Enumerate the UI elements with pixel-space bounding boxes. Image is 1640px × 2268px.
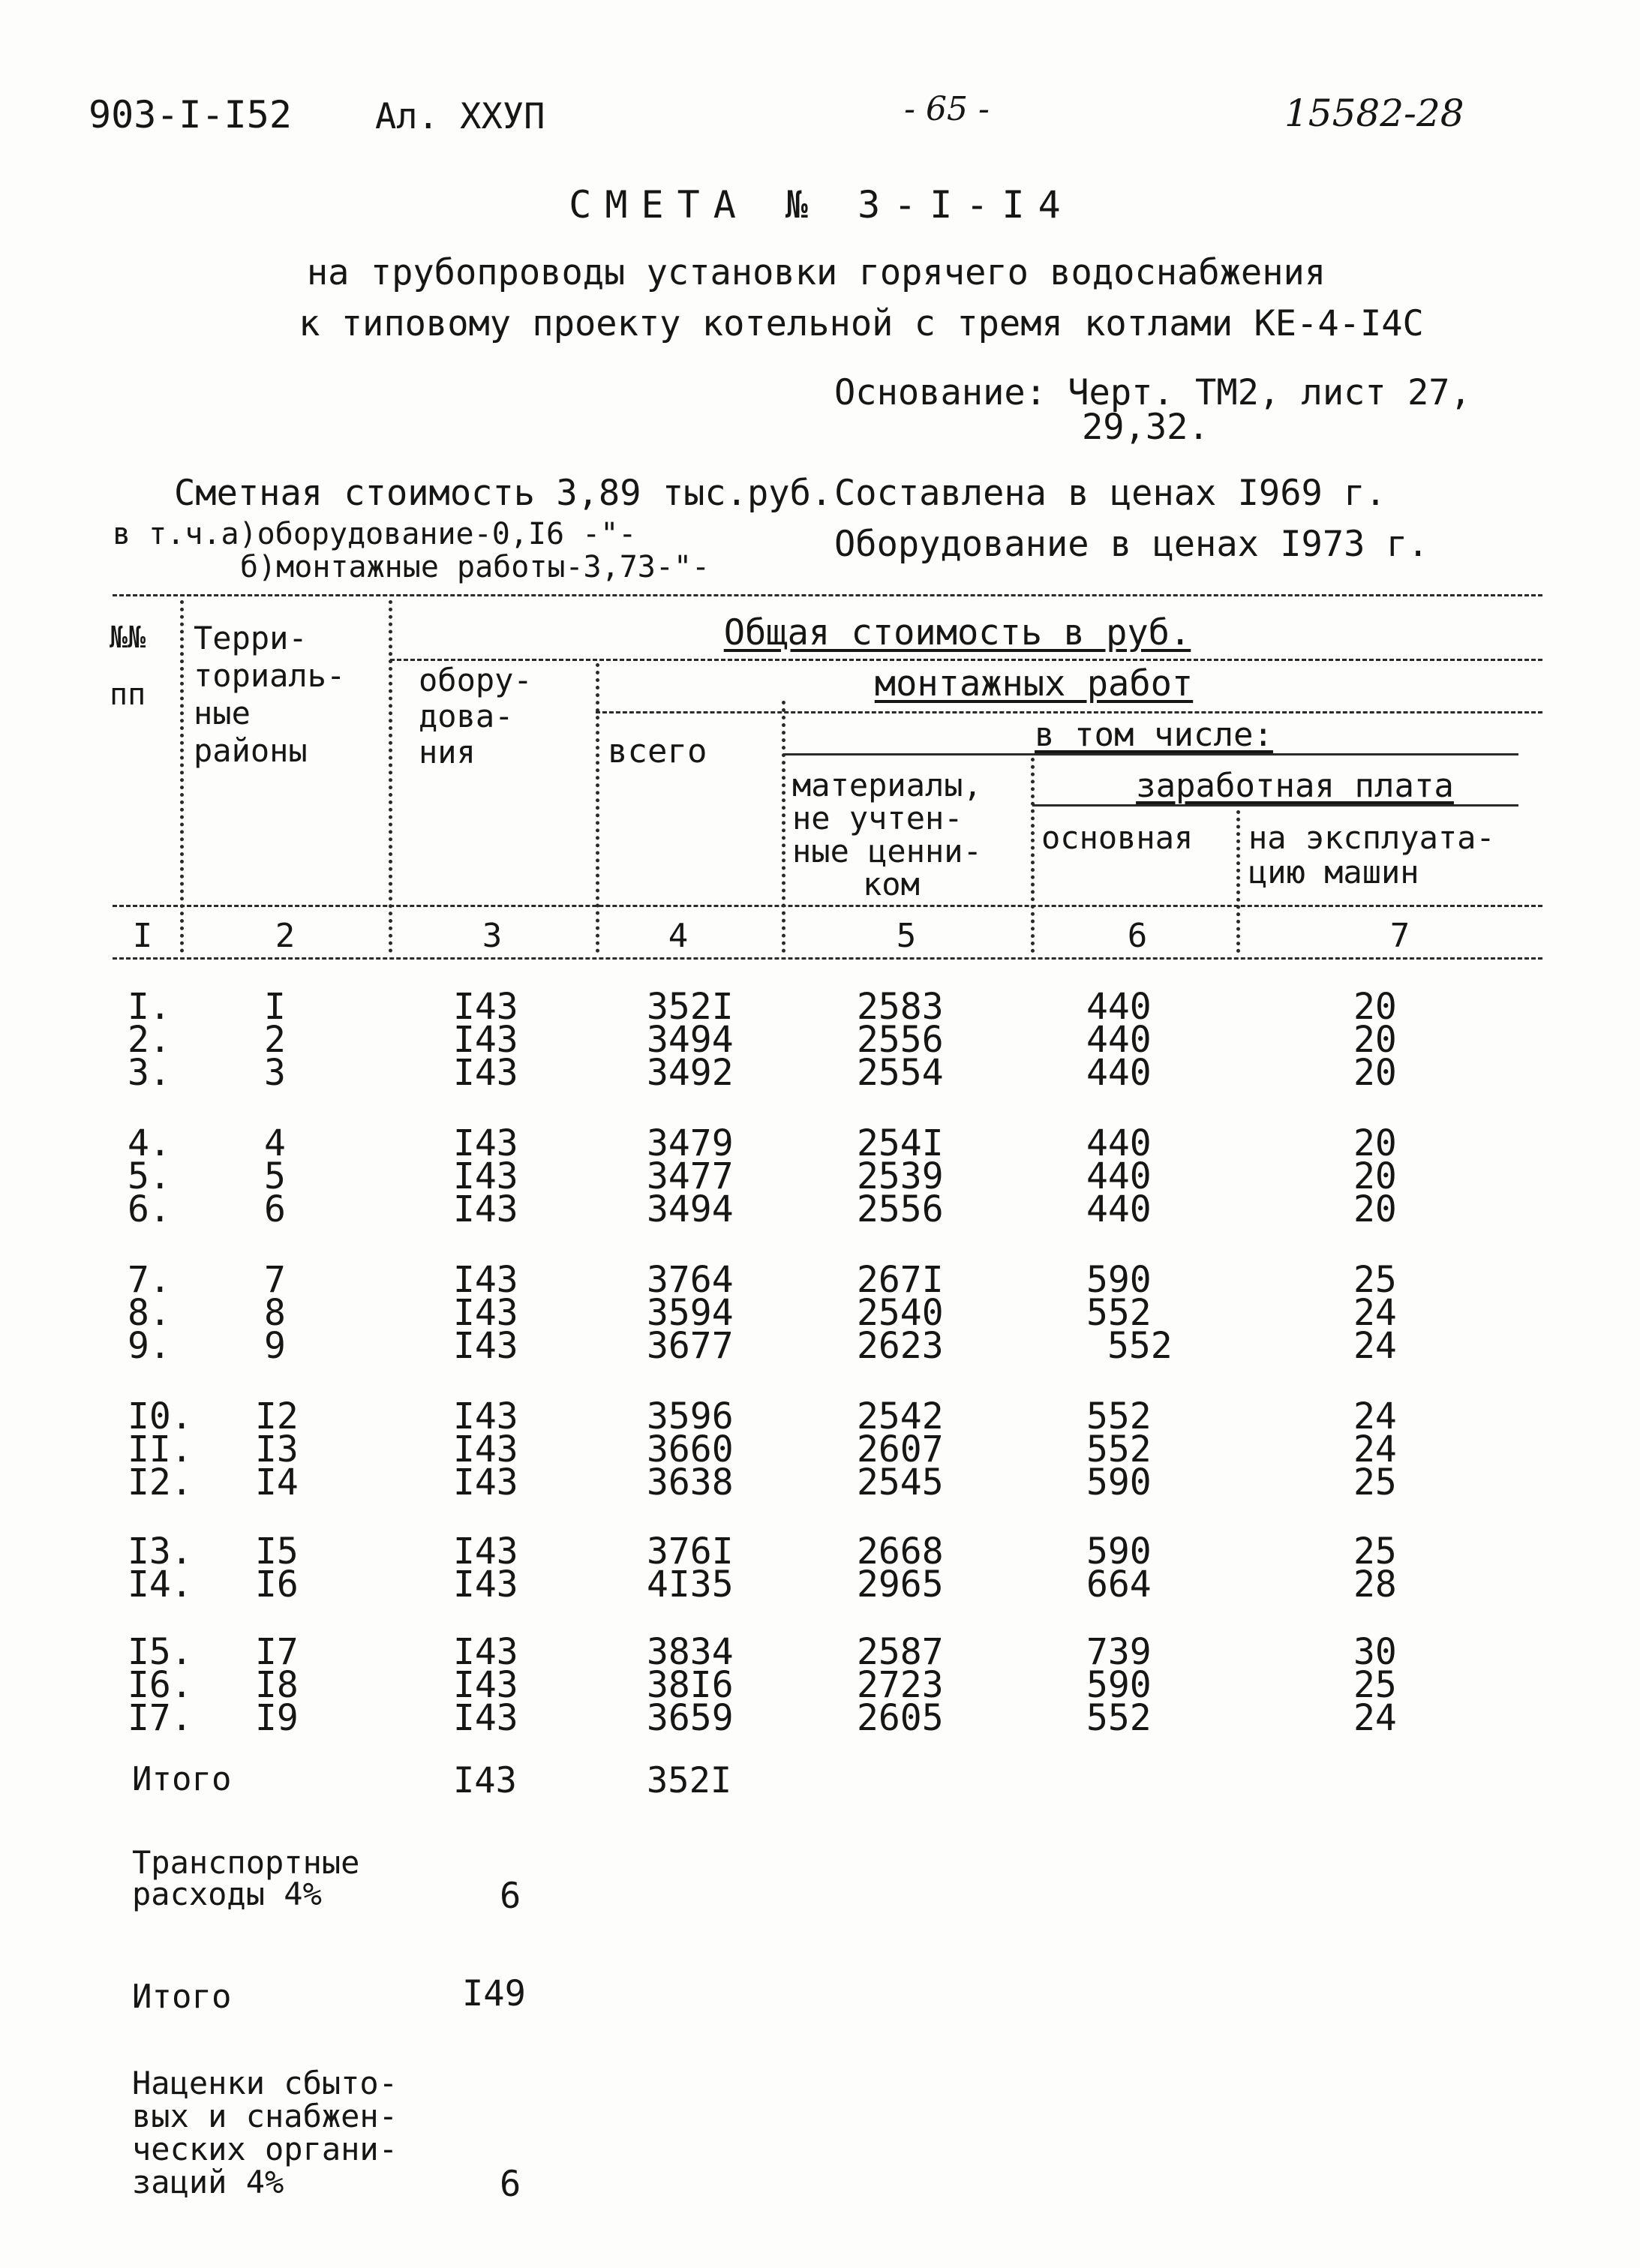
- wages-basic: 664: [1086, 1564, 1152, 1606]
- equipment-cost: I43: [453, 1395, 518, 1437]
- wages-basic: 440: [1086, 1155, 1152, 1197]
- col2-header-4: районы: [194, 732, 308, 769]
- divider-2: [389, 600, 392, 953]
- materials: 2540: [857, 1292, 944, 1334]
- row-number: I3.: [128, 1531, 193, 1573]
- colnum-4: 4: [668, 917, 689, 955]
- works-total: 3479: [647, 1122, 734, 1164]
- row-number: 6.: [128, 1188, 171, 1230]
- territorial-region: I3: [255, 1428, 299, 1470]
- col5-header-4: ком: [863, 866, 920, 903]
- machine-operation: 20: [1353, 1155, 1397, 1197]
- album-number: Ал. ХХУП: [375, 96, 545, 137]
- materials: 2545: [857, 1461, 944, 1503]
- equipment-cost: I43: [453, 1155, 518, 1197]
- territorial-region: I2: [255, 1395, 299, 1437]
- territorial-region: 7: [264, 1259, 286, 1301]
- materials: 2554: [857, 1052, 944, 1094]
- equipment-cost: I43: [453, 1259, 518, 1301]
- materials: 2583: [857, 986, 944, 1028]
- row-number: I5.: [128, 1631, 193, 1673]
- title-line-1: на трубопроводы установки горячего водоснабжения: [306, 252, 1326, 293]
- markup-label-4: заций 4%: [132, 2164, 284, 2200]
- wages-basic: 440: [1086, 1188, 1152, 1230]
- machine-operation: 20: [1353, 1052, 1397, 1094]
- territorial-region: 3: [264, 1052, 286, 1094]
- table-top-rule: [113, 594, 1542, 596]
- basis-line-2: 29,32.: [1082, 407, 1209, 448]
- archive-number: 15582-28: [1284, 92, 1464, 135]
- machine-operation: 24: [1353, 1697, 1397, 1739]
- row-number: 2.: [128, 1019, 171, 1061]
- works-total: 3764: [647, 1259, 734, 1301]
- territorial-region: I6: [255, 1564, 299, 1606]
- wages-basic: 552: [1086, 1697, 1152, 1739]
- territorial-region: I9: [255, 1697, 299, 1739]
- territorial-region: I4: [255, 1461, 299, 1503]
- divider-4: [782, 701, 785, 953]
- works-total: 3594: [647, 1292, 734, 1334]
- territorial-region: I5: [255, 1531, 299, 1573]
- machine-operation: 25: [1353, 1461, 1397, 1503]
- row-number: 7.: [128, 1259, 171, 1301]
- wages-basic: 440: [1086, 1052, 1152, 1094]
- machine-operation: 24: [1353, 1428, 1397, 1470]
- wages-basic: 440: [1086, 1019, 1152, 1061]
- install-works-header: монтажных работ: [874, 663, 1194, 704]
- col3-header-3: ния: [419, 734, 476, 771]
- machine-operation: 25: [1353, 1259, 1397, 1301]
- equipment-cost: I43: [453, 1325, 518, 1367]
- doc-code: 903-I-I52: [89, 93, 292, 137]
- materials: 2965: [857, 1564, 944, 1606]
- equipment-cost: I43: [453, 1461, 518, 1503]
- colnum-1: I: [132, 917, 153, 955]
- equipment-cost: I43: [453, 1019, 518, 1061]
- col7-header-1: на эксплуата-: [1248, 819, 1495, 856]
- works-total: 38I6: [647, 1664, 734, 1706]
- row-number: 5.: [128, 1155, 171, 1197]
- machine-operation: 25: [1353, 1531, 1397, 1573]
- total-cost-rule: [390, 659, 1542, 661]
- wages-basic: 552: [1107, 1325, 1173, 1367]
- machine-operation: 24: [1353, 1325, 1397, 1367]
- col6-header: основная: [1041, 819, 1194, 856]
- colnum-5: 5: [896, 917, 917, 955]
- materials: 267I: [857, 1259, 944, 1301]
- total-1-works: 352I: [647, 1760, 732, 1801]
- works-total: 352I: [647, 986, 734, 1028]
- materials: 2556: [857, 1188, 944, 1230]
- equipment-cost: I43: [453, 1664, 518, 1706]
- row-number: 3.: [128, 1052, 171, 1094]
- machine-operation: 20: [1353, 1188, 1397, 1230]
- total-2-equipment: I49: [462, 1973, 526, 2014]
- territorial-region: 4: [264, 1122, 286, 1164]
- markup-label-2: вых и снабжен-: [132, 2098, 398, 2134]
- column-number-rule: [113, 957, 1542, 960]
- price-basis: Составлена в ценах I969 г.: [834, 473, 1386, 514]
- territorial-region: I8: [255, 1664, 299, 1706]
- col4-header: всего: [608, 732, 707, 771]
- col5-header-1: материалы,: [792, 767, 982, 804]
- transport-label-2: расходы 4%: [132, 1876, 322, 1912]
- row-number: I4.: [128, 1564, 193, 1606]
- estimated-cost: Сметная стоимость 3,89 тыс.руб.: [174, 473, 833, 514]
- total-1-equipment: I43: [453, 1760, 517, 1801]
- header-bottom-rule: [113, 905, 1542, 907]
- col2-header-2: ториаль-: [194, 657, 346, 694]
- markup-value: 6: [500, 2164, 521, 2205]
- col2-header-3: ные: [194, 695, 251, 731]
- divider-5: [1031, 758, 1035, 953]
- equipment-cost: I43: [453, 1564, 518, 1606]
- wages-basic: 552: [1086, 1395, 1152, 1437]
- machine-operation: 20: [1353, 1122, 1397, 1164]
- territorial-region: I7: [255, 1631, 299, 1673]
- materials: 2587: [857, 1631, 944, 1673]
- basis-line-1: Основание: Черт. ТМ2, лист 27,: [834, 372, 1471, 413]
- works-total: 3477: [647, 1155, 734, 1197]
- divider-3: [596, 663, 599, 953]
- colnum-7: 7: [1389, 917, 1410, 955]
- equipment-cost: I43: [453, 1697, 518, 1739]
- total-1-label: Итого: [132, 1760, 232, 1798]
- works-total: 376I: [647, 1531, 734, 1573]
- territorial-region: 9: [264, 1325, 286, 1367]
- wages-basic: 552: [1086, 1292, 1152, 1334]
- materials: 2556: [857, 1019, 944, 1061]
- works-total: 3638: [647, 1461, 734, 1503]
- row-number: I2.: [128, 1461, 193, 1503]
- document-title: СМЕТА № 3-I-I4: [569, 183, 1074, 227]
- machine-operation: 30: [1353, 1631, 1397, 1673]
- equipment-cost: I43: [453, 1188, 518, 1230]
- col7-header-2: цию машин: [1248, 854, 1419, 891]
- wages-basic: 590: [1086, 1461, 1152, 1503]
- row-number: II.: [128, 1428, 193, 1470]
- transport-label-1: Транспортные: [132, 1844, 360, 1881]
- equipment-cost: I43: [453, 1122, 518, 1164]
- row-number: I7.: [128, 1697, 193, 1739]
- works-total: 3677: [647, 1325, 734, 1367]
- territorial-region: 5: [264, 1155, 286, 1197]
- col5-header-3: ные ценни-: [792, 833, 982, 870]
- works-total: 3494: [647, 1019, 734, 1061]
- works-total: 3596: [647, 1395, 734, 1437]
- works-total: 4I35: [647, 1564, 734, 1606]
- wages-basic: 739: [1086, 1631, 1152, 1673]
- col1-header-2: пп: [110, 677, 146, 712]
- machine-operation: 24: [1353, 1292, 1397, 1334]
- transport-value: 6: [500, 1876, 521, 1917]
- markup-label-3: ческих органи-: [132, 2131, 398, 2167]
- equipment-cost: I43: [453, 1531, 518, 1573]
- territorial-region: 6: [264, 1188, 286, 1230]
- total-2-label: Итого: [132, 1978, 232, 2016]
- equipment-price-basis: Оборудование в ценах I973 г.: [834, 524, 1429, 565]
- row-number: 8.: [128, 1292, 171, 1334]
- equipment-cost: I43: [453, 1052, 518, 1094]
- machine-operation: 20: [1353, 986, 1397, 1028]
- territorial-region: I: [264, 986, 286, 1028]
- equipment-cost: I43: [453, 1292, 518, 1334]
- wages-basic: 440: [1086, 1122, 1152, 1164]
- colnum-2: 2: [275, 917, 296, 955]
- works-total: 3492: [647, 1052, 734, 1094]
- materials: 254I: [857, 1122, 944, 1164]
- colnum-6: 6: [1127, 917, 1148, 955]
- including-header: в том числе:: [1035, 716, 1273, 754]
- materials: 2542: [857, 1395, 944, 1437]
- materials: 2668: [857, 1531, 944, 1573]
- materials: 2723: [857, 1664, 944, 1706]
- materials: 2539: [857, 1155, 944, 1197]
- territorial-region: 8: [264, 1292, 286, 1334]
- machine-operation: 25: [1353, 1664, 1397, 1706]
- page-number: - 65 -: [904, 90, 990, 128]
- works-total: 3494: [647, 1188, 734, 1230]
- markup-label-1: Наценки сбыто-: [132, 2065, 398, 2101]
- col1-header-1: №№: [110, 620, 146, 655]
- works-total: 3659: [647, 1697, 734, 1739]
- equipment-cost: I43: [453, 1428, 518, 1470]
- title-line-2: к типовому проекту котельной с тремя котлами КЕ-4-I4С: [299, 303, 1424, 344]
- wages-basic: 590: [1086, 1664, 1152, 1706]
- total-cost-header: Общая стоимость в руб.: [723, 612, 1191, 653]
- wages-basic: 440: [1086, 986, 1152, 1028]
- col3-header-1: обору-: [419, 662, 533, 698]
- machine-operation: 24: [1353, 1395, 1397, 1437]
- col3-header-2: дова-: [419, 698, 514, 734]
- works-total: 3660: [647, 1428, 734, 1470]
- materials: 2623: [857, 1325, 944, 1367]
- row-number: I6.: [128, 1664, 193, 1706]
- materials: 2607: [857, 1428, 944, 1470]
- wages-basic: 590: [1086, 1259, 1152, 1301]
- row-number: 4.: [128, 1122, 171, 1164]
- machine-operation: 20: [1353, 1019, 1397, 1061]
- colnum-3: 3: [482, 917, 503, 955]
- territorial-region: 2: [264, 1019, 286, 1061]
- equipment-cost: I43: [453, 1631, 518, 1673]
- col2-header-1: Терри-: [194, 620, 308, 656]
- divider-6: [1236, 810, 1240, 953]
- machine-operation: 28: [1353, 1564, 1397, 1606]
- row-number: I0.: [128, 1395, 193, 1437]
- works-total: 3834: [647, 1631, 734, 1673]
- wages-basic: 590: [1086, 1531, 1152, 1573]
- divider-1: [180, 600, 184, 953]
- install-works-rule: [596, 711, 1542, 713]
- wages-header: заработная плата: [1136, 767, 1454, 805]
- installation-cost: б)монтажные работы-3,73-"-: [240, 550, 710, 584]
- wages-basic: 552: [1086, 1428, 1152, 1470]
- equipment-cost: в т.ч.а)оборудование-0,I6 -"-: [113, 517, 637, 551]
- materials: 2605: [857, 1697, 944, 1739]
- equipment-cost: I43: [453, 986, 518, 1028]
- col5-header-2: не учтен-: [792, 800, 963, 837]
- row-number: 9.: [128, 1325, 171, 1367]
- row-number: I.: [128, 986, 171, 1028]
